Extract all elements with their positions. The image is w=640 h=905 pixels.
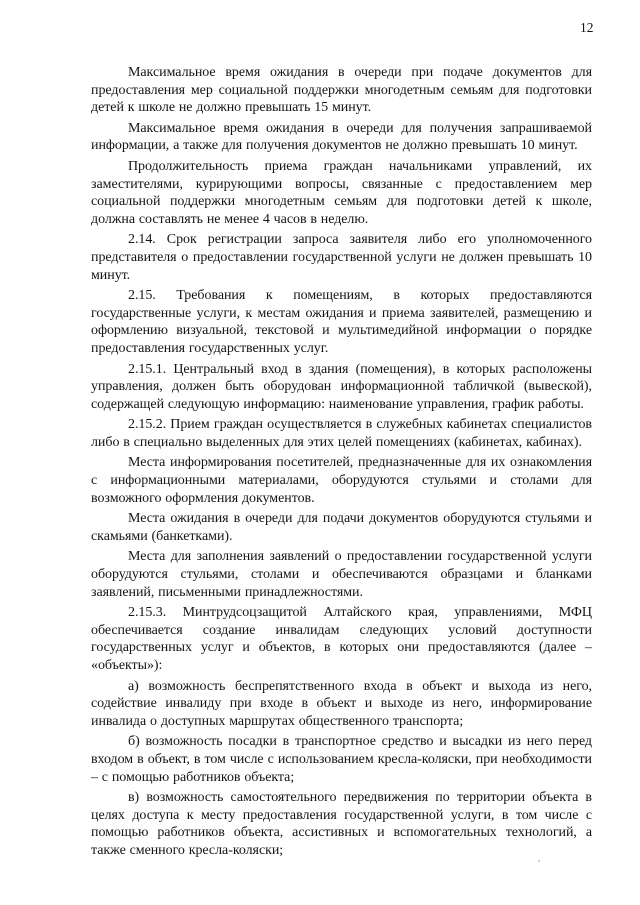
paragraph-section-2-15-1: 2.15.1. Центральный вход в здания (помещения), в которых расположены управления, должен быть оборудован информационной табличкой (вывеской), содержащей следующую информацию: наименование управления, график работы. <box>91 361 592 412</box>
paragraph-item-b: б) возможность посадки в транспортное средство и высадки из него перед входом в объект, в том числе с использованием кресла-коляски, при необходимости – с помощью работников объекта; <box>91 734 592 785</box>
paragraph-section-2-15-3: 2.15.3. Минтрудсоцзащитой Алтайского края, управлениями, МФЦ обеспечивается создание инвалидам следующих условий доступности государственных услуг и объектов, в которых они предоставляются (далее – «объекты»): <box>91 605 592 673</box>
paragraph-information-places: Места информирования посетителей, предназначенные для их ознакомления с информационными материалами, оборудуются стульями и столами для возможного оформления документов. <box>91 455 592 506</box>
paragraph-section-2-14: 2.14. Срок регистрации запроса заявителя либо его уполномоченного представителя о предоставлении государственной услуги не должен превышать 10 минут. <box>91 232 592 283</box>
paragraph-item-v: в) возможность самостоятельного передвижения по территории объекта в целях доступа к месту предоставления государственной услуги, в том числе с помощью работников объекта, ассистивных и вспомогательных технологий, а также сменного кресла-коляски; <box>91 790 592 858</box>
scan-speck <box>538 860 540 862</box>
paragraph-section-2-15-2: 2.15.2. Прием граждан осуществляется в служебных кабинетах специалистов либо в специально выделенных для этих целей помещениях (кабинетах, кабинах). <box>91 417 592 450</box>
paragraph-waiting-places: Места ожидания в очереди для подачи документов оборудуются стульями и скамьями (банкетками). <box>91 511 592 544</box>
body-text <box>91 64 592 860</box>
paragraph-reception-duration: Продолжительность приема граждан начальниками управлений, их заместителями, курирующими вопросы, связанные с предоставлением мер социальной поддержки многодетным семьям для подготовки детей к школе, должна составлять не менее 4 часов в неделю. <box>91 158 592 227</box>
paragraph-item-a: а) возможность беспрепятственного входа в объект и выхода из него, содействие инвалиду при входе в объект и выходе из него, информирование инвалида о доступных маршрутах общественного транспорта; <box>91 678 592 729</box>
paragraph-max-wait-submission: Максимальное время ожидания в очереди при подаче документов для предоставления мер социальной поддержки многодетным семьям для подготовки детей к школе не должно превышать 15 минут. <box>91 65 592 116</box>
page-number: 12 <box>580 20 594 35</box>
paragraph-application-places: Места для заполнения заявлений о предоставлении государственной услуги оборудуются стульями, столами и обеспечиваются образцами и бланками заявлений, письменными принадлежностями. <box>91 549 592 600</box>
paragraph-max-wait-information: Максимальное время ожидания в очереди для получения запрашиваемой информации, а также для получения документов не должно превышать 10 минут. <box>91 120 592 154</box>
paragraph-section-2-15: 2.15. Требования к помещениям, в которых предоставляются государственные услуги, к местам ожидания и приема заявителей, размещению и оформлению визуальной, текстовой и мультимедийной информации о порядке предоставления государственных услуг. <box>91 288 592 356</box>
